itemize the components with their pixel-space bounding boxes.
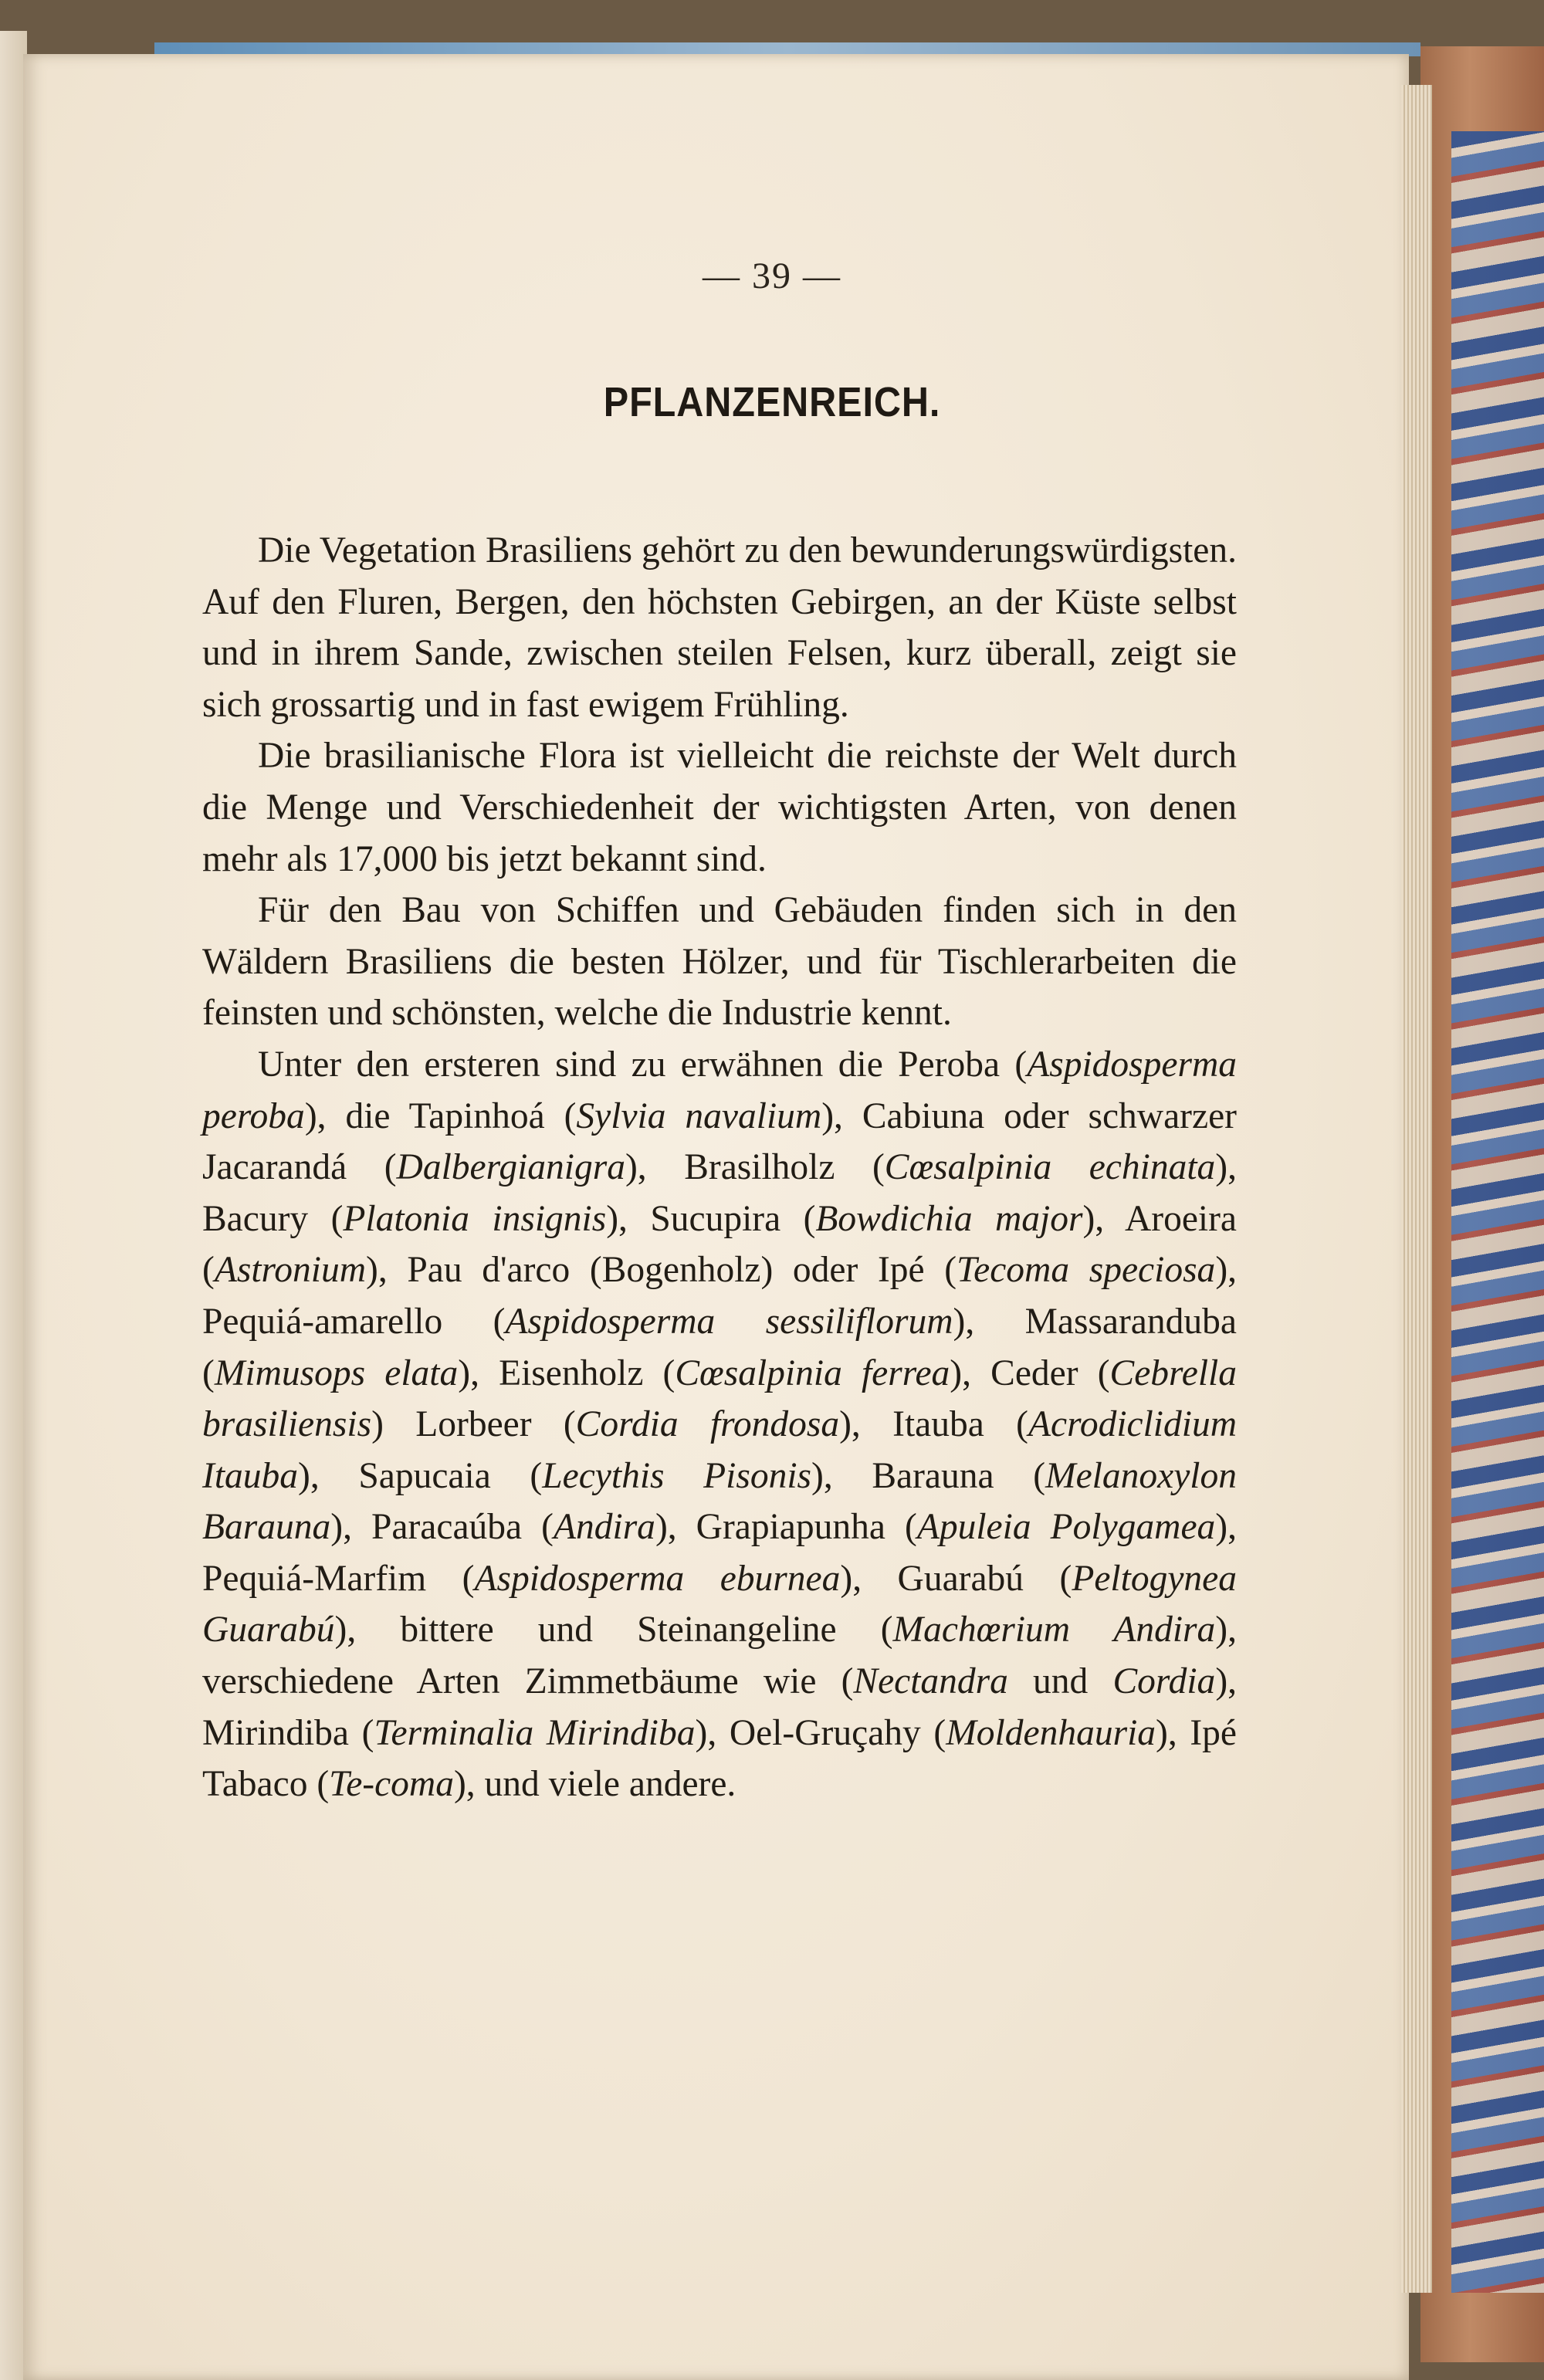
text-run: ), Bacury (: [202, 1147, 1237, 1239]
text-run: ), bittere und Steinangeline (: [334, 1610, 893, 1650]
species-name: Cebrella brasiliensis: [202, 1353, 1237, 1445]
species-name: Lecythis Pisonis: [542, 1455, 812, 1496]
paragraph-1: Die Vegetation Brasiliens gehört zu den bewunderungswürdigsten. Auf den Fluren, Bergen, den höchsten Gebirgen, an der Küste selbst und in ihrem Sande, zwischen steilen Felsen, kurz überall, zeigt sie sich grossartig und in fast ewigem Frühling.: [202, 530, 1237, 725]
text-run: Unter den ersteren sind zu erwähnen die Peroba (: [258, 1044, 1028, 1085]
text-run: ), Grapiapunha (: [655, 1507, 917, 1548]
species-name: Acrodiclidium Itauba: [202, 1404, 1237, 1496]
species-name: Bowdichia major: [815, 1198, 1083, 1239]
species-name: Cordia frondosa: [575, 1404, 840, 1445]
marbled-edge: [1451, 131, 1544, 2293]
species-name: Tecoma speciosa: [957, 1250, 1216, 1291]
species-name: Astronium: [214, 1250, 366, 1291]
species-name: Apuleia Polygamea: [916, 1507, 1216, 1548]
species-name: Cœsalpinia echinata: [884, 1147, 1216, 1188]
text-run: ), Barauna (: [811, 1455, 1046, 1496]
body-text: [202, 525, 1237, 1810]
text-run: ), Paracaúba (: [330, 1507, 554, 1548]
text-run: ), Brasilholz (: [625, 1147, 885, 1188]
text-run: ), Guarabú (: [840, 1558, 1072, 1599]
text-run: ), Pequiá-amarello (: [202, 1250, 1238, 1342]
species-name: Nectandra: [853, 1661, 1008, 1702]
species-name: Aspidosperma sessiliflorum: [505, 1301, 953, 1342]
text-run: ), Oel-Gruçahy (: [695, 1712, 946, 1753]
text-run: ), Sucupira (: [606, 1198, 816, 1239]
species-name: Mimusops elata: [214, 1353, 459, 1393]
species-name: Moldenhauria: [946, 1712, 1156, 1753]
text-run: ), Cabiuna oder schwarzer Jacarandá (: [202, 1095, 1237, 1188]
species-name: Aspidosperma peroba: [202, 1044, 1237, 1136]
species-name: Terminalia Mirindiba: [374, 1712, 696, 1753]
text-run: ), und viele andere.: [453, 1764, 736, 1805]
text-run: ), Eisenholz (: [458, 1353, 676, 1393]
species-name: Machœrium Andira: [892, 1610, 1216, 1650]
species-name: Cordia: [1112, 1661, 1216, 1702]
species-name: Dalbergianigra: [396, 1147, 625, 1188]
species-name: Melanoxylon Barauna: [202, 1455, 1237, 1548]
text-run: ), die Tapinhoá (: [304, 1095, 577, 1136]
page-number: — 39 —: [703, 256, 841, 296]
text-run: ), Massaranduba (: [202, 1301, 1237, 1393]
species-name: Andira: [553, 1507, 655, 1548]
species-name: Platonia insignis: [343, 1198, 607, 1239]
text-run: ), Mirindiba (: [202, 1661, 1238, 1753]
text-run: ), Ceder (: [950, 1353, 1110, 1393]
text-run: ), Itauba (: [839, 1404, 1028, 1445]
species-name: Peltogynea Guarabú: [202, 1558, 1237, 1650]
species-name: Sylvia navalium: [576, 1095, 822, 1136]
section-heading: PFLANZENREICH.: [603, 379, 941, 425]
text-run: ), Ipé Tabaco (: [202, 1712, 1237, 1805]
paragraph-4: [202, 1039, 1237, 1810]
paragraph-2: Die brasilianische Flora ist vielleicht die reichste der Welt durch die Menge und Verschiedenheit der wichtigsten Arten, von denen mehr als 17,000 bis jetzt bekannt sind.: [202, 736, 1237, 879]
text-run: ) Lorbeer (: [371, 1404, 576, 1445]
text-run: ), Sapucaia (: [298, 1455, 543, 1496]
text-run: und: [1007, 1661, 1113, 1702]
text-run: ), Pequiá-Marfim (: [202, 1507, 1237, 1599]
text-run: ), verschiedene Arten Zimmetbäume wie (: [202, 1610, 1237, 1702]
paragraph-3: Für den Bau von Schiffen und Gebäuden finden sich in den Wäldern Brasiliens die besten Hölzer, und für Tischlerarbeiten die feinsten und schönsten, welche die Industrie kennt.: [202, 890, 1237, 1034]
species-name: Aspidosperma eburnea: [474, 1558, 841, 1599]
text-run: ), Pau d'arco (Bogenholz) oder Ipé (: [366, 1250, 957, 1291]
species-name: Cœsalpinia ferrea: [675, 1353, 950, 1393]
species-name: Te-coma: [329, 1764, 454, 1805]
text-run: ), Aroeira (: [202, 1198, 1237, 1291]
